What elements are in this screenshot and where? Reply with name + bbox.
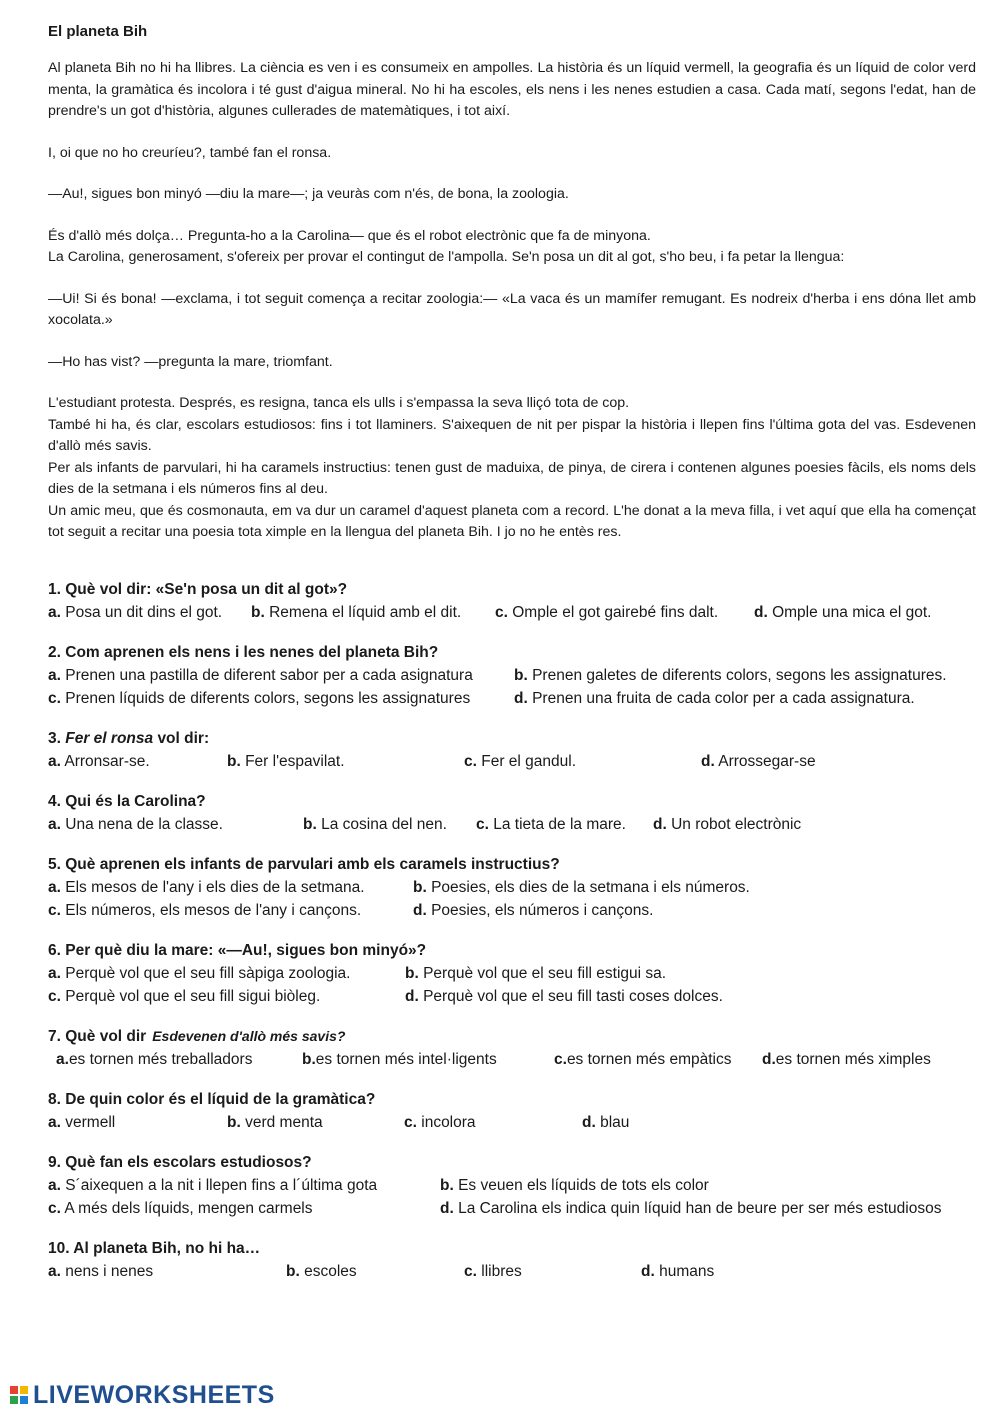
question-quoted-phrase: Esdevenen d'allò més savis? [152, 1028, 346, 1044]
option-text: S´aixequen a la nit i llepen fins a l´última gota [65, 1177, 378, 1194]
option-text: blau [600, 1114, 630, 1131]
answer-options-row [48, 1174, 983, 1197]
option-letter: c. [48, 1200, 61, 1217]
question-7 [48, 1025, 983, 1071]
option-text: Posa un dit dins el got. [65, 604, 223, 621]
question-text: De quin color és el líquid de la gramàtica? [65, 1091, 376, 1108]
answer-option[interactable] [48, 1197, 313, 1220]
option-letter: d. [405, 988, 419, 1005]
option-text: incolora [421, 1114, 476, 1131]
answer-option[interactable] [653, 813, 801, 836]
option-text: Poesies, els números i cançons. [431, 902, 654, 919]
answer-options-row [48, 962, 983, 985]
story-paragraph: —Ui! Si és bona! —exclama, i tot seguit comença a recitar zoologia:— «La vaca és un mamífer remugant. Es nodreix d'herba i ens dóna llet amb xocolata.» [48, 290, 976, 328]
answer-option[interactable] [554, 1048, 731, 1071]
logo-square [20, 1386, 28, 1394]
story-paragraph: —Ho has vist? —pregunta la mare, triomfant. [48, 353, 333, 370]
answer-option[interactable] [440, 1197, 941, 1220]
question-text: vol dir: [157, 730, 210, 747]
question-9 [48, 1151, 983, 1220]
answer-option[interactable] [48, 813, 223, 836]
question-1 [48, 578, 983, 624]
option-text: Perquè vol que el seu fill sàpiga zoologia. [65, 965, 351, 982]
answer-option[interactable] [48, 664, 473, 687]
option-text: Poesies, els dies de la setmana i els números. [431, 879, 750, 896]
option-letter: a. [48, 667, 61, 684]
story-paragraph: I, oi que no ho creuríeu?, també fan el ronsa. [48, 144, 332, 161]
question-heading [48, 727, 983, 750]
option-letter: a. [48, 1114, 61, 1131]
answer-option[interactable] [56, 1048, 252, 1071]
question-6 [48, 939, 983, 1008]
question-heading [48, 578, 983, 601]
question-2 [48, 641, 983, 710]
logo-square [10, 1386, 18, 1394]
question-list [48, 578, 983, 1300]
option-text: Arrossegar-se [718, 753, 816, 770]
option-letter: c. [464, 753, 477, 770]
question-heading [48, 1025, 983, 1048]
answer-option[interactable] [251, 601, 461, 624]
answer-options-row [48, 985, 983, 1008]
option-text: Es veuen els líquids de tots els color [458, 1177, 709, 1194]
option-letter: b. [227, 753, 241, 770]
option-letter: c. [464, 1263, 477, 1280]
option-text: es tornen més intel·ligents [315, 1051, 497, 1068]
option-letter: a. [48, 753, 61, 770]
answer-option[interactable] [48, 687, 470, 710]
answer-option[interactable] [701, 750, 816, 773]
question-number: 4. [48, 793, 61, 810]
story-paragraph: Al planeta Bih no hi ha llibres. La ciència es ven i es consumeix en ampolles. La història és un líquid vermell, la geografia és un líquid de color verd menta, la gramàtica és incolora i té gust d'aigua mineral. No hi ha escoles, els nens i les nenes estudien a casa. Cada matí, segons l'edat, han de prendre's un got d'història, algunes cullerades de matemàtiques, i tot així. [48, 60, 976, 119]
option-text: La cosina del nen. [321, 816, 447, 833]
logo-square [20, 1396, 28, 1404]
question-number: 1. [48, 581, 61, 598]
option-text: humans [659, 1263, 715, 1280]
option-letter: c. [476, 816, 489, 833]
answer-option[interactable] [641, 1260, 714, 1283]
answer-option[interactable] [514, 687, 915, 710]
question-heading [48, 1088, 983, 1111]
option-text: Prenen una pastilla de diferent sabor per a cada asignatura [65, 667, 473, 684]
option-letter: b. [302, 1051, 316, 1068]
answer-option[interactable] [48, 601, 222, 624]
option-letter: b. [514, 667, 528, 684]
option-letter: d. [582, 1114, 596, 1131]
option-text: Els números, els mesos de l'any i cançons. [65, 902, 362, 919]
option-text: Perquè vol que el seu fill tasti coses dolces. [423, 988, 723, 1005]
option-text: Perquè vol que el seu fill estigui sa. [423, 965, 667, 982]
logo-text: LIVEWORKSHEETS [33, 1381, 275, 1409]
option-letter: d. [762, 1051, 776, 1068]
answer-option[interactable] [754, 601, 931, 624]
answer-option[interactable] [413, 899, 653, 922]
answer-options-row [48, 750, 983, 773]
question-heading [48, 939, 983, 962]
option-letter: b. [286, 1263, 300, 1280]
answer-option[interactable] [464, 1260, 522, 1283]
question-text: Què vol dir [65, 1028, 147, 1045]
question-number: 9. [48, 1154, 61, 1171]
option-letter: a. [48, 816, 61, 833]
option-letter: d. [653, 816, 667, 833]
answer-option[interactable] [762, 1048, 931, 1071]
option-letter: a. [48, 1263, 61, 1280]
answer-option[interactable] [405, 962, 666, 985]
option-letter: c. [48, 902, 61, 919]
option-text: Omple el got gairebé fins dalt. [512, 604, 719, 621]
option-letter: a. [48, 879, 61, 896]
answer-options-row [48, 664, 983, 687]
option-text: Els mesos de l'any i els dies de la setmana. [65, 879, 365, 896]
option-letter: d. [514, 690, 528, 707]
answer-options-row [48, 687, 983, 710]
question-text: Què fan els escolars estudiosos? [65, 1154, 312, 1171]
question-text: Què aprenen els infants de parvulari amb els caramels instructius? [65, 856, 560, 873]
story-paragraph: També hi ha, és clar, escolars estudiosos: fins i tot llaminers. S'aixequen de nit per pispar la història i llepen fins l'última gota del vas. Esdevenen d'allò més savis. [48, 416, 976, 454]
option-text: Fer l'espavilat. [245, 753, 345, 770]
option-text: Omple una mica el got. [772, 604, 932, 621]
question-heading [48, 790, 983, 813]
answer-option[interactable] [286, 1260, 357, 1283]
option-letter: a. [48, 604, 61, 621]
story [48, 22, 976, 544]
option-text: Prenen líquids de diferents colors, segons les assignatures [65, 690, 471, 707]
answer-option[interactable] [405, 985, 723, 1008]
option-letter: a. [48, 1177, 61, 1194]
option-text: Prenen galetes de diferents colors, segons les assignatures. [532, 667, 947, 684]
option-letter: b. [413, 879, 427, 896]
answer-option[interactable] [582, 1111, 629, 1134]
answer-option[interactable] [48, 1111, 115, 1134]
answer-options-row [48, 1260, 983, 1283]
answer-option[interactable] [303, 813, 447, 836]
answer-options-row [48, 1111, 983, 1134]
question-text: Què vol dir: «Se'n posa un dit al got»? [65, 581, 348, 598]
question-heading [48, 641, 983, 664]
logo-square [10, 1396, 18, 1404]
story-paragraph: —Au!, sigues bon minyó —diu la mare—; ja veuràs com n'és, de bona, la zoologia. [48, 186, 569, 202]
answer-option[interactable] [48, 1174, 377, 1197]
option-text: Una nena de la classe. [65, 816, 223, 833]
answer-option[interactable] [227, 750, 345, 773]
answer-option[interactable] [440, 1174, 709, 1197]
answer-options-row [48, 899, 983, 922]
answer-option[interactable] [48, 750, 150, 773]
question-heading [48, 1237, 983, 1260]
option-letter: c. [404, 1114, 417, 1131]
answer-option[interactable] [495, 601, 718, 624]
answer-options-row [48, 1048, 983, 1071]
answer-option[interactable] [48, 1260, 153, 1283]
answer-option[interactable] [476, 813, 626, 836]
option-text: A més dels líquids, mengen carmels [64, 1200, 313, 1217]
answer-option[interactable] [413, 876, 750, 899]
answer-option[interactable] [48, 899, 361, 922]
answer-option[interactable] [227, 1111, 323, 1134]
option-letter: b. [303, 816, 317, 833]
logo-mark-icon [10, 1386, 30, 1406]
answer-option[interactable] [464, 750, 576, 773]
question-10 [48, 1237, 983, 1283]
option-letter: d. [641, 1263, 655, 1280]
question-8 [48, 1088, 983, 1134]
option-text: Remena el líquid amb el dit. [269, 604, 462, 621]
question-text: Al planeta Bih, no hi ha… [73, 1240, 261, 1257]
option-text: Un robot electrònic [671, 816, 802, 833]
option-text: escoles [304, 1263, 357, 1280]
option-letter: c. [48, 690, 61, 707]
question-number: 8. [48, 1091, 61, 1108]
option-letter: c. [48, 988, 61, 1005]
answer-option[interactable] [302, 1048, 497, 1071]
story-paragraph: Per als infants de parvulari, hi ha caramels instructius: tenen gust de maduixa, de pinya, de cirera i contenen algunes poesies fàcils, els noms dels dies de la setmana i els números fins al deu. [48, 459, 976, 497]
question-text: Per què diu la mare: «—Au!, sigues bon minyó»? [65, 942, 427, 959]
option-letter: a. [48, 965, 61, 982]
option-letter: c. [495, 604, 508, 621]
question-number: 7. [48, 1028, 61, 1045]
option-text: es tornen més empàtics [566, 1051, 732, 1068]
question-heading [48, 853, 983, 876]
option-text: Prenen una fruita de cada color per a cada assignatura. [532, 690, 915, 707]
answer-option[interactable] [404, 1111, 476, 1134]
question-5 [48, 853, 983, 922]
question-number: 3. [48, 730, 61, 747]
answer-option[interactable] [48, 876, 365, 899]
question-italic-text: Fer el ronsa [65, 730, 154, 747]
story-paragraph: La Carolina, generosament, s'ofereix per provar el contingut de l'ampolla. Se'n posa un dit al got, s'ho beu, i fa petar la llengua: [48, 249, 845, 265]
option-text: verd menta [245, 1114, 323, 1131]
option-text: vermell [65, 1114, 116, 1131]
question-3 [48, 727, 983, 773]
answer-options-row [48, 876, 983, 899]
option-text: La Carolina els indica quin líquid han de beure per ser més estudiosos [458, 1200, 942, 1217]
option-letter: d. [754, 604, 768, 621]
option-letter: b. [227, 1114, 241, 1131]
answer-option[interactable] [48, 962, 350, 985]
option-letter: d. [701, 753, 715, 770]
option-letter: b. [440, 1177, 454, 1194]
option-letter: b. [405, 965, 419, 982]
answer-options-row [48, 601, 983, 624]
option-letter: d. [413, 902, 427, 919]
option-letter: c. [554, 1051, 567, 1068]
option-letter: b. [251, 604, 265, 621]
option-text: Arronsar-se. [64, 753, 150, 770]
question-4 [48, 790, 983, 836]
answer-option[interactable] [48, 985, 320, 1008]
answer-options-row [48, 1197, 983, 1220]
option-text: nens i nenes [65, 1263, 154, 1280]
question-heading [48, 1151, 983, 1174]
option-text: es tornen més ximples [775, 1051, 931, 1068]
answer-option[interactable] [514, 664, 947, 687]
story-title: El planeta Bih [48, 23, 148, 40]
option-text: es tornen més treballadors [68, 1051, 253, 1068]
option-letter: d. [440, 1200, 454, 1217]
option-text: La tieta de la mare. [493, 816, 626, 833]
question-text: Com aprenen els nens i les nenes del planeta Bih? [65, 644, 439, 661]
question-number: 10. [48, 1240, 70, 1257]
question-text: Qui és la Carolina? [65, 793, 206, 810]
story-paragraph: L'estudiant protesta. Després, es resigna, tanca els ulls i s'empassa la seva lliçó tota de cop. [48, 395, 630, 411]
question-number: 5. [48, 856, 61, 873]
option-text: Perquè vol que el seu fill sigui biòleg. [65, 988, 321, 1005]
option-text: Fer el gandul. [481, 753, 577, 770]
option-text: llibres [481, 1263, 522, 1280]
story-paragraph: Un amic meu, que és cosmonauta, em va dur un caramel d'aquest planeta com a record. L'he donat a la meva filla, i vet aquí que ella ha començat tot seguit a recitar una poesia tota ximple en la llengua del planeta Bih. I jo no he entès res. [48, 502, 976, 540]
option-letter: a. [56, 1051, 69, 1068]
question-number: 6. [48, 942, 61, 959]
story-paragraph: És d'allò més dolça… Pregunta-ho a la Carolina— que és el robot electrònic que fa de minyona. [48, 227, 651, 244]
liveworksheets-logo [10, 1381, 275, 1410]
answer-options-row [48, 813, 983, 836]
question-number: 2. [48, 644, 61, 661]
